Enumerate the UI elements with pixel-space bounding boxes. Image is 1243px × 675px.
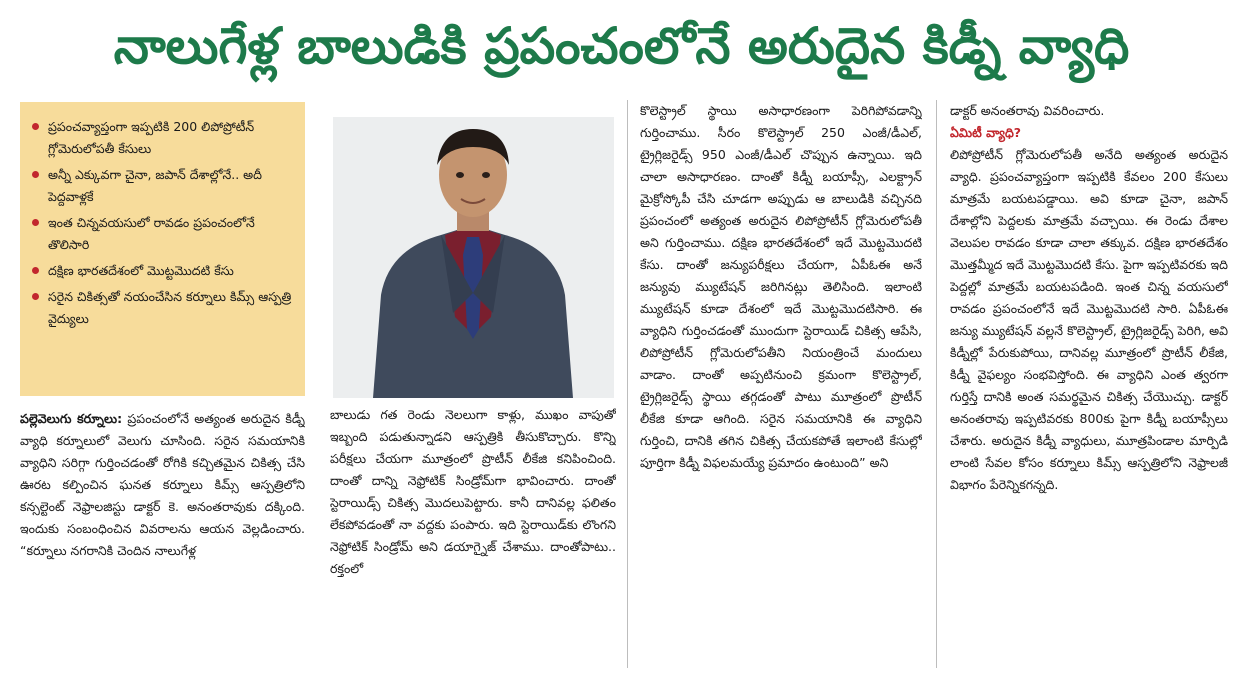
article-column-3 [640,100,922,670]
article-column-4 [950,100,1228,670]
doctor-portrait-illustration [333,117,614,398]
column-text: కొలెస్ట్రాల్ స్థాయి అసాధారణంగా పెరిగిపోవడాన్ని గుర్తించాము. సీరం కొలెస్ట్రాల్ 250 ఎంజీ/డీఎల్, ట్రైగ్లిజరైడ్స్ 950 ఎంజీ/డీఎల్ చొప్పున ఉన్నాయి. ఇది చాలా అసాధారణం. దాంతో కిడ్నీ బయాప్సీ, ఎలక్ట్రాన్ మైక్రోస్కోపీ చేసి చూడగా అప్పుడు ఆ బాలుడికి వచ్చినది ప్రపంచంలో అత్యంత అరుదైన లిపోప్రోటీన్ గ్లోమెరులోపతీ అని గుర్తించాము. దక్షిణ భారతదేశంలో ఇదే మొట్టమొదటి కేసు. దాంతో జన్యుపరీక్షలు చేయగా, ఏపీఓఈ అనే జన్యువు మ్యుటేషన్ జరిగినట్లు తెలిసింది. ఇలాంటి మ్యుటేషన్ కూడా దేశంలో ఇదే మొట్టమొదటిసారి. ఈ వ్యాధిని గుర్తించడంతో ముందుగా స్టెరాయిడ్ చికిత్స ఆపేసి, లిపోప్రోటీన్ గ్లోమెరులోపతీని నియంత్రించే మందులు వాడాం. దాంతో అప్పటినుంచి క్రమంగా కొలెస్ట్రాల్, ట్రైగ్లిజరైడ్స్ స్థాయి తగ్గడంతో పాటు మూత్రంలో ప్రొటీన్ లీకేజి కూడా ఆగింది. సరైన సమయానికి ఈ వ్యాధిని గుర్తించి, దానికి తగిన చికిత్స చేయకపోతే ఇలాంటి కేసుల్లో పూర్తిగా కిడ్నీ విఫలమయ్యే ప్రమాదం ఉంటుంది” అని [640,103,922,470]
highlights-list [32,116,295,330]
highlight-item [32,212,295,256]
highlight-item [32,260,295,282]
highlight-text: ప్రపంచవ్యాప్తంగా ఇప్పటికి 200 లిపోప్రోటీన్ గ్లోమెరులోపతీ కేసులు [48,119,255,156]
highlight-text: దక్షిణ భారతదేశంలో మొట్టమొదటి కేసు [48,263,234,278]
bullet-dot-icon [32,219,39,226]
highlight-item [32,286,295,330]
bullet-dot-icon [32,293,39,300]
column-intro: డాక్టర్ అనంతరావు వివరించారు. [950,103,1105,118]
highlight-text: అన్నీ ఎక్కువగా చైనా, జపాన్ దేశాల్లోనే.. అదీ పెద్దవాళ్లకే [48,167,262,204]
subheading: ఏమిటీ వ్యాధి? [950,125,1022,140]
column-text: లిపోప్రోటీన్ గ్లోమెరులోపతీ అనేది అత్యంత అరుదైన వ్యాధి. ప్రపంచవ్యాప్తంగా ఇప్పటికి కేవలం 200 కేసులు మాత్రమే బయటపడ్డాయి. అవి కూడా చైనా, జపాన్ దేశాల్లోని పెద్దలకు మాత్రమే వచ్చాయి. ఈ రెండు దేశాల వెలుపల రావడం కూడా చాలా తక్కువ. దక్షిణ భారతదేశం మొత్తమ్మీద ఇదే మొట్టమొదటి కేసు. పైగా ఇప్పటివరకు ఇది పెద్దల్లో మాత్రమే బయటపడింది. ఇంత చిన్న వయసులో రావడం ప్రపంచంలోనే ఇదే మొట్టమొదటి సారి. ఏపీఓఈ జన్యు మ్యుటేషన్ వల్లనే కొలెస్ట్రాల్, ట్రైగ్లిజరైడ్స్ పెరిగి, అవి కిడ్నీల్లో పేరుకుపోయి, దానివల్ల మూత్రంలో ప్రొటీన్ లీకేజి, కిడ్నీ వైఫల్యం సంభవిస్తోంది. ఈ వ్యాధిని ఎంత త్వరగా గుర్తిస్తే దానికి అంత సమర్థమైన చికిత్స చేయొచ్చు. డాక్టర్ అనంతరావు ఇప్పటివరకు 800కు పైగా కిడ్నీ బయాప్సీలు చేశారు. అరుదైన కిడ్నీ వ్యాధులు, మూత్రపిండాల మార్పిడి లాంటి సేవల కోసం కర్నూలు కిమ్స్ ఆస్పత్రిలోని నెఫ్రాలజీ విభాగం పేరెన్నికగన్నది. [950,147,1228,492]
highlight-item [32,116,295,160]
column-text: బాలుడు గత రెండు నెలలుగా కాళ్లు, ముఖం వాపుతో ఇబ్బంది పడుతున్నాడని ఆస్పత్రికి తీసుకొచ్చారు. కొన్ని పరీక్షలు చేయగా మూత్రంలో ప్రొటీన్ లీకేజి కనిపించింది. దాంతో దాన్ని నెఫ్రోటిక్ సిండ్రోమ్‌గా భావించారు. దాంతో స్టెరాయిడ్స్ చికిత్స మొదలుపెట్టారు. కానీ దానివల్ల ఫలితం లేకపోవడంతో నా వద్దకు పంపారు. ఇది స్టెరాయిడ్‌కు లొంగని నెఫ్రోటిక్ సిండ్రోమ్ అని డయాగ్నైజ్ చేశాము. దాంతోపాటు.. రక్తంలో [330,407,616,576]
article-column-2 [330,404,616,670]
bullet-dot-icon [32,171,39,178]
doctor-portrait-photo [333,117,614,398]
highlight-item [32,164,295,208]
bullet-dot-icon [32,123,39,130]
highlight-text: సరైన చికిత్సతో నయంచేసిన కర్నూలు కిమ్స్ ఆస్పత్రి వైద్యులు [48,289,292,326]
headline: నాలుగేళ్ల బాలుడికి ప్రపంచంలోనే అరుదైన కిడ్నీ వ్యాధి [113,17,1130,75]
column-divider [936,100,937,668]
highlight-text: ఇంత చిన్నవయసులో రావడం ప్రపంచంలోనే తొలిసారి [48,215,255,252]
highlights-box [20,102,305,396]
article-column-1 [20,408,305,670]
column-text: ప్రపంచంలోనే అత్యంత అరుదైన కిడ్నీ వ్యాధి కర్నూలులో వెలుగు చూసింది. సరైన సమయానికి వ్యాధిని సరిగ్గా గుర్తించడంతో రోగికి కచ్చితమైన చికిత్స చేసి ఊరట కల్పించిన ఘనత కర్నూలు కిమ్స్ ఆస్పత్రిలోని కన్సల్టెంట్ నెఫ్రాలజిస్టు డాక్టర్ కె. అనంతరావుకు దక్కింది. ఇందుకు సంబంధించిన వివరాలను ఆయన వెల్లడించారు. “కర్నూలు నగరానికి చెందిన నాలుగేళ్ల [20,411,305,558]
dateline: పల్లెవెలుగు కర్నూలు: [20,411,123,426]
article-paragraph [20,408,305,562]
bullet-dot-icon [32,267,39,274]
column-divider [627,100,628,668]
